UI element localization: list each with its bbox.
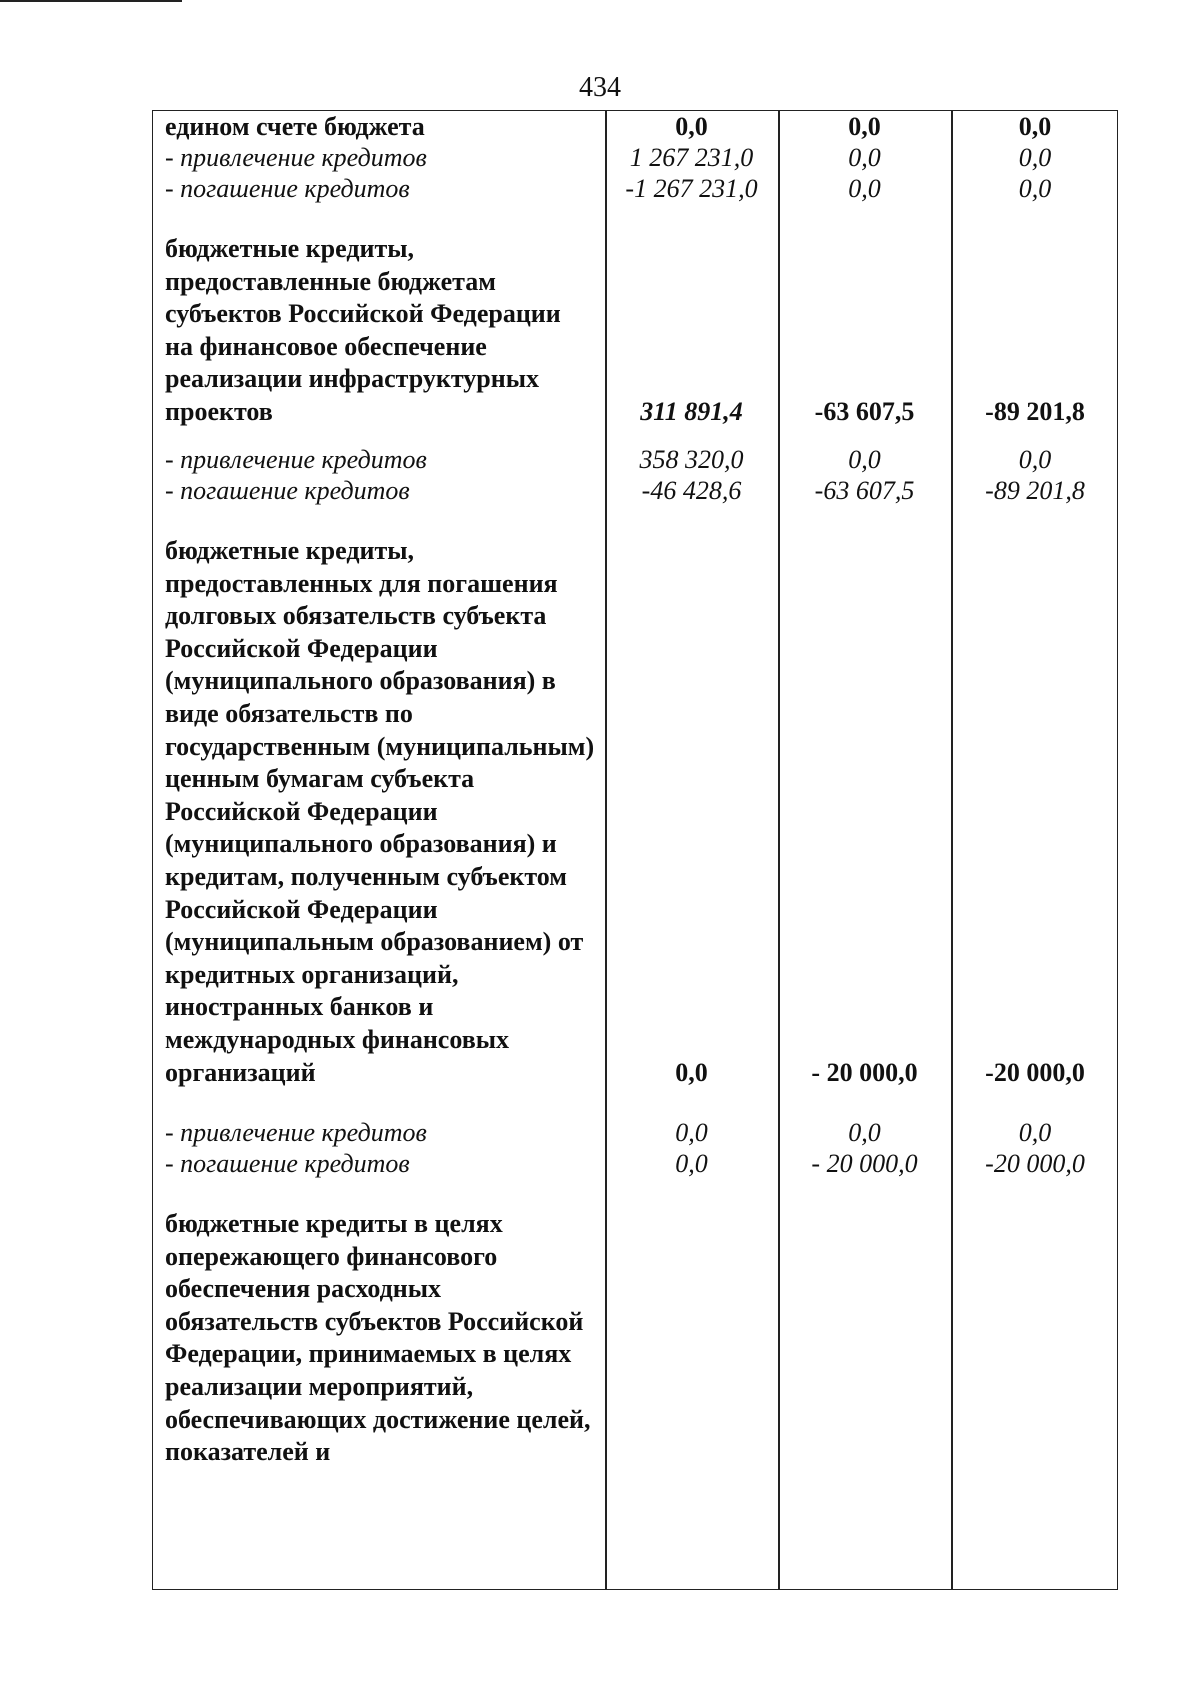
row-label: бюджетные кредиты в целях опережающего финансового обеспечения расходных обязательств субъектов Российской Федерации, принимаемых в целях реализации мероприятий, обеспечивающих достижение целей, показателей и: [165, 1209, 591, 1467]
value-col-1: 358 320,0: [639, 445, 744, 474]
row-label: - привлечение кредитов: [165, 143, 427, 172]
value-col-1: 0,0: [675, 112, 708, 141]
value-col-3: 0,0: [1018, 112, 1052, 141]
value-col-2: -63 607,5: [814, 397, 915, 426]
row-label: - погашение кредитов: [165, 476, 410, 505]
value-col-1: 0,0: [675, 1118, 708, 1147]
row-label: - привлечение кредитов: [165, 445, 427, 474]
row-label: - погашение кредитов: [165, 1149, 410, 1178]
value-col-2: 0,0: [848, 143, 881, 172]
value-col-3: -20 000,0: [985, 1149, 1085, 1178]
budget-table: [152, 110, 1118, 1590]
value-col-1: -46 428,6: [641, 476, 742, 505]
value-col-1: 0,0: [675, 1058, 708, 1087]
value-col-3: 0,0: [1018, 143, 1052, 172]
row-label: едином счете бюджета: [165, 112, 425, 141]
value-col-2: - 20 000,0: [811, 1058, 918, 1087]
value-col-2: 0,0: [848, 174, 881, 203]
value-col-1: 1 267 231,0: [629, 143, 754, 172]
row-label: бюджетные кредиты, предоставленные бюджетам субъектов Российской Федерации на финансовое обеспечение реализации инфраструктурных проектов: [165, 234, 561, 426]
value-col-1: -1 267 231,0: [625, 174, 758, 203]
value-col-3: -89 201,8: [985, 476, 1085, 505]
row-label: - погашение кредитов: [165, 174, 410, 203]
row-label: бюджетные кредиты, предоставленных для погашения долговых обязательств субъекта Российской Федерации (муниципального образования) в виде обязательств по государственным (муниципальным) ценным бумагам субъекта Российской Федерации (муниципального образования) и кредитам, полученным субъектом Российской Федерации (муниципальным образованием) от кредитных организаций, иностранных банков и международных финансовых организаций: [165, 536, 595, 1087]
value-col-3: 0,0: [1018, 1118, 1052, 1147]
row-label: - привлечение кредитов: [165, 1118, 427, 1147]
value-col-2: 0,0: [848, 445, 881, 474]
column-divider: [951, 111, 953, 1589]
value-col-3: -89 201,8: [985, 397, 1085, 426]
value-col-2: -63 607,5: [814, 476, 915, 505]
value-col-2: 0,0: [848, 1118, 881, 1147]
value-col-1: 311 891,4: [640, 397, 743, 426]
top-edge-rule: [0, 0, 182, 2]
value-col-3: -20 000,0: [985, 1058, 1085, 1087]
value-col-1: 0,0: [675, 1149, 708, 1178]
value-col-3: 0,0: [1018, 445, 1052, 474]
value-col-3: 0,0: [1018, 174, 1052, 203]
column-divider: [778, 111, 780, 1589]
value-col-2: 0,0: [848, 112, 881, 141]
value-col-2: - 20 000,0: [811, 1149, 918, 1178]
column-divider: [605, 111, 607, 1589]
page-number: 434: [579, 72, 621, 103]
